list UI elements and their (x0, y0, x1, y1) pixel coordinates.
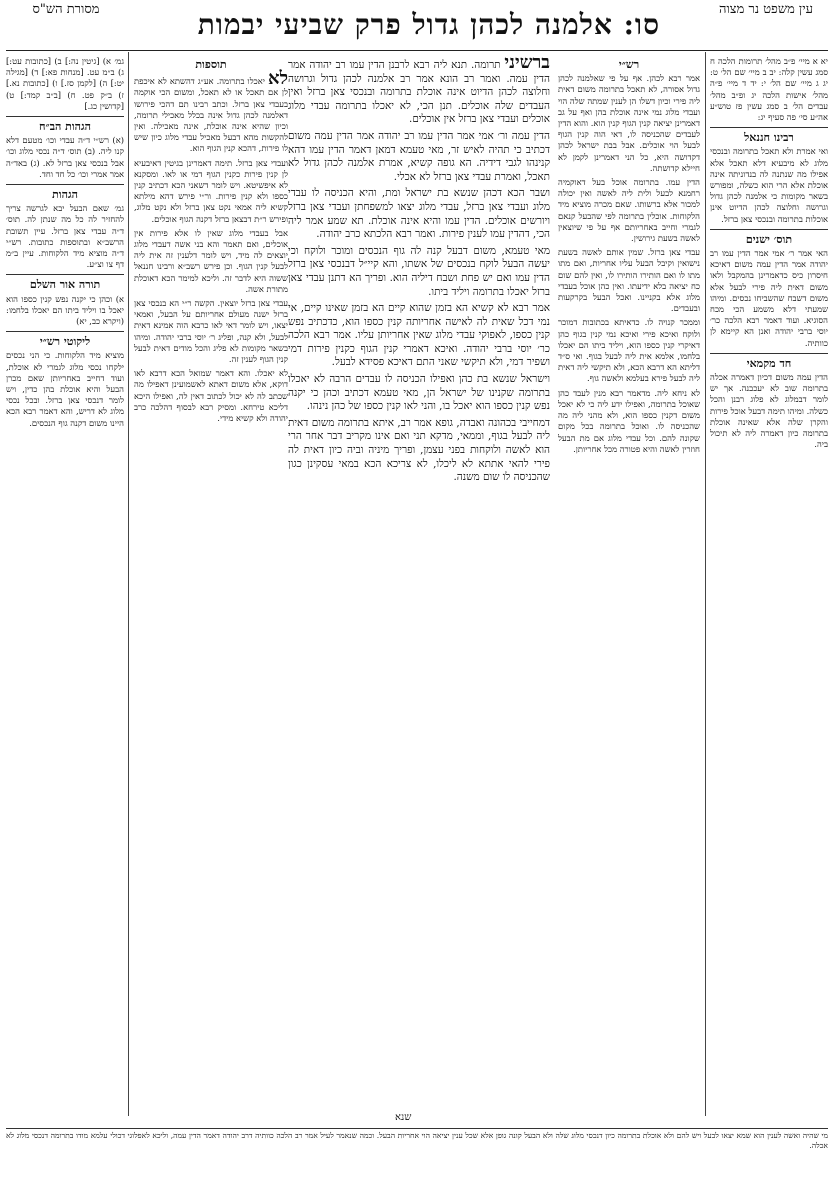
ein-mishpat-text: יא א מיי׳ פ״ב מהל׳ תרומות הלכה ח סמג עשין קלה: יב ב מיי׳ שם הל׳ ט: יג ג מיי׳ שם הל׳ י: יד ד מיי׳ פ״ה מהל׳ אישות הלכה יג ופ״ב מהל׳ עבדים הל׳ ב סמג עשין פז טוש״ע אה״ע סי׳ פה סעיף יג: (710, 56, 828, 123)
tosfos-text: עבדי צאן ברזל יוצאין. הקשה ר״י הא בנכסי צאן ברזל ישנה מעולם אחריותם על הבעל, ואמאי יצאו, ויש לומר דאי לאו כרבא הוה אמינא דאית לבעל, ולא קנה, ופליג ר׳ יוסי ברבי יהודה. ומיהו בשאר מקומות לא פליג והכל מודים דאית לבעל קנין הגוף לענין זה. (134, 298, 288, 365)
rashi-text: הדין עמו. בתרומה אוכל בעל דאוקמיה רחמנא לבעל ולית ליה לאשה ואין יכולה למכור אלא ברשותו. שאם מכרה מוציא מיד הלקוחות. אוכלין בתרומה לפי שהבעל קנאם לגמרי וחייב באחריותם אף על פי שיוצאין לאשה בשעת גירושין. (558, 177, 700, 244)
rashi-label: רש״י (618, 58, 640, 71)
tosfos-label: תוספות (195, 58, 227, 71)
chad-mikamai-text: הדין עמה משום דכיון דאמרה אכלה בתרומה שוב לא יעכבנה. אך יש לומר דבמלוג לא פלוג רבנן והכל כשלה. ומיהו תימה דבעל אוכל פירות והקרן שלה אלא שאינה אוכלת בתרומה כיון דאמרה ליה לא תיכול ביה. (710, 372, 828, 450)
page-signature: שנא (395, 1112, 412, 1123)
mesores-text: גמ׳ א) [גיטין נה:] ב) [כתובות עט:] ג) ב״מ עט. [מנחות פא:] ד) [מגילה יט:] ה) [לקמן סז.] ו) [כתובות נא.] ז) ב״ק פט. ח) [ב״ב קמד:] ט) [קדושין כג.] (6, 56, 124, 111)
ein-mishpat-heading: עין משפט נר מצוה (719, 2, 813, 17)
tosfos-opening-word: לא (268, 68, 288, 90)
mesores-heading: מסורת הש"ס (32, 2, 100, 17)
divider (710, 229, 828, 230)
rashi-text: וממכר קנויה לו. כדאיתא בכתובות דמוכר ולוקח ואיכא פירי ואיכא נמי קנין בגוף כהן דאיקרי קנין כספו הוא, ויליד ביתו הם יאכלו בלחמו, אלמא אית ליה לבעל בגוף. ואי ס״ד דליתא הא דרבא הכא, ולא תיקשי ליה דאית ליה לבעל פירא בעלמא ולאשה גוף. (558, 317, 700, 384)
tosfos-text: אבל בעבדי מלוג שאין לו אלא פירות אין אוכלים, ואם תאמר והא בני אשה דעבדי מלוג יוצאים לה מיד, ויש לומר דלענין זה אית ליה לבעל קנין הגוף. וכן פירש רשב״א ורבינו חננאל ששוה היא לדבר זה. וליכא למימר הכא דאוכלת מתורת אשה. (134, 227, 288, 294)
gilyon-label: הגהות (52, 188, 78, 202)
rashi-text: עבדי צאן ברזל. שמין אותם לאשה בשעת נישואין וקיבל הבעל עליו אחריות, ואם מתו מתו לו ואם הותירו הותירו לו, ואין להם שום כח יציאה בלא ידיעתו. ואין כהן אוכל בעבדי מלוג אלא בקניינו. ואכל הבעל בקרקעות ובעבדים. (558, 247, 700, 314)
divider (6, 274, 124, 275)
likutei-rashi-label: ליקוטי רש״י (39, 335, 91, 349)
column-divider (128, 52, 129, 1116)
column-divider (705, 52, 706, 1116)
divider (6, 116, 124, 117)
gemara-column (288, 56, 550, 1106)
hagahos-habach-text: (א) רש״י ד״ה עבדי וכו׳ מטעם דלא קנו ליה. (ב) תוס׳ ד״ה נכסי מלוג וכו׳ אבל בנכסי צאן ברזל לא. (ג) באד״ה אמר אמרי וכו׳ כל חד וחד. (6, 135, 124, 179)
header-rule (6, 50, 828, 51)
rabbeinu-chananel-label: רבינו חננאל (744, 131, 794, 145)
gemara-text: מאי טעמא, משום דבעל קנה לה גוף הנכסים ומוכר ולוקח וכי יעשה הבעל לוקח בנכסים של אשתו, והא קיי״ל דבנכסי צאן ברזל הדין עמו ואם יש פחת ושבח דיליה הוא. ופריך הא דתנן עבדי צאן ברזל יאכלו בתרומה ויליד ביתו. (288, 244, 550, 298)
right-margin-column (710, 56, 828, 1120)
page-header (0, 0, 834, 50)
gemara-paragraph (288, 56, 550, 127)
tosfos-text: לא יאכלו. והא דאמר שמואל הכא דרבא לאו דוקא, אלא משום דאתא לאשמועינן דאפילו מה שכתב לה לא יכול לכתוב דאין לה, ואפילו היכא דליכא טירחא. ומסיק רבא לבסוף דהלכה כרב יהודה ולא קשיא מידי. (134, 368, 288, 424)
gemara-text: וישראל שנשא בת כהן ואפילו הכניסה לו עבדים הרבה לא יאכלו בתרומה שקנינו של ישראל הן, מאי טעמא דכתיב וכהן כי יקנה נפש קנין כספו הוא יאכל בו, והני לאו קנין כספו של כהן נינהו. (288, 373, 550, 413)
torah-or-label: תורה אור השלם (29, 278, 101, 292)
divider (710, 353, 828, 354)
gilyon-text: גמ׳ שאם הבעל יבא לגרשה צריך להחזיר לה כל מה שנתן לה. תוס׳ ד״ה עבדי צאן ברזל. עיין תשובת הרשב״א ובתוספות כתובות. רש״י ד״ה מוציא מיד הלקוחות. עיין ב״מ דף צו וצ״ע. (6, 203, 124, 270)
gemara-text: תרומה. תנא ליה רבא לרבנן הדין עמו רב יהודה אמר הדין עמה. ואמר רב הונא אמר רב אלמנה לכהן גדול וגרושה וחלוצה לכהן הדיוט אינה אוכלת בתרומה ובנכסי צאן ברזל ואין העבדים שלה אוכלים. תנן הכי, לא יאכלו בתרומה עבדי מלוג אוכלים ועבדי צאן ברזל אין אוכלים. (288, 59, 550, 126)
footer-notes: מי שהיה ואשה לענין הוא שמא יצאו לבעל ויש להם ולא אוכלת בתרומה כיון דנכסי מלוג שלה ולא הבעל קונה גופן אלא שכל ענין יציאה הוי אחריות הבעל. וכמה שנאמר לעיל אמר רב הלכה כוותיה דרב יהודה דאמר הדין עמה, וליכא לאפלוגי דכולי עלמא מודו בתרומה דנכסי מלוג לא אכלה. (6, 1128, 828, 1175)
rashi-text: אמר רבא לכהן. אף על פי שאלמנה לכהן גדול אסורה, לא תאכל בתרומה משום דאית ליה פירי וכיון דשלו הן לענין שמתה שלה הוי ועבדי מלוג נמי אינה אוכלת בהן ואף על גב דאמרינן יציאה קנין הגוף קנין הוא. והוא הדין לעבדים שהכניסה לו, דאי הוה קנין הגוף לבעל הוי אוכלים. אבל בבת ישראל לכהן דקדושה היא, כל הני דאמרינן לקמן לא חיילא קדושתה. (558, 73, 700, 173)
gemara-text: ושבר הכא דכהן שנשא בת ישראל ומת, והיא הכניסה לו עבדי מלוג ועבדי צאן ברזל, עבדי מלוג יצאו למשפחתן ועבדי צאן ברזל ויורשים אוכלים. הדין עמו והיא אינה אוכלת. תא שמע אמר ליה הכי, דהדין עמו לענין פירות. ואמר רבא הלכתא כרב יהודה. (288, 187, 550, 241)
tosfos-yeshanim-text: האי אמר ר׳ אמי אמר הדין עמו רב יהודה אמר הדין עמה משום דאיכא חיסרון כיס כדאמרינן בהמקבל ולאו משום דאית ליה פירי לבעל אלא משום דשבח שהשביחו נכסים. ומיהו שמעתי דלא משמע הכי מכח הסוגיא. ועוד דאמר רבא הלכה כר׳ יוסי ברבי יהודה ואנן הא קיימא לן כוותיה. (710, 248, 828, 348)
chad-mikamai-label: חד מקמאי (746, 356, 792, 370)
left-margin-column (6, 56, 124, 1120)
rashi-column (558, 56, 700, 1106)
torah-or-text: א) וכהן כי יקנה נפש קנין כספו הוא יאכל בו ויליד ביתו הם יאכלו בלחמו: (ויקרא כב, יא) (6, 293, 124, 327)
gemara-text: הדין עמה ור׳ אמי אמר הדין עמו רב יהודה אמר הדין עמה משום דכתיב כי תהיה לאיש זר, מאי טעמא דמאן דאמר הדין עמו דהא קנינהו לגבי דידיה. הא גופה קשיא, אמרת אלמנה לכהן גדול לא תאכל, ואמרת עבדי צאן ברזל לא אכלי. (288, 129, 550, 183)
page-title: סו: אלמנה לכהן גדול פרק שביעי יבמות (197, 8, 660, 41)
rabbeinu-chananel-text: ואי אמרת ולא תאכל בתרומה ובנכסי מלוג לא מיבעיא דלא תאכל אלא אפילו מה שנתנה לה בנדוניתה אינה אוכלת אלא הרי הוא כשלה, ומפורש בשאר מקומות כי אלמנה לכהן גדול וגרושה וחלוצה לכהן הדיוט אינן אוכלות בתרומה ובנכסי צאן ברזל. (710, 146, 828, 224)
tosfos-text: ועבדי צאן ברזל. תימה דאמרינן בגיטין דאיבעיא לן קנין פירות כקנין הגוף דמי או לאו. ומסקנא לא איפשיטא. ויש לומר דשאני הכא דכתיב קנין כספו ולא קנין פירות. ור״י פירש דהא מילתא קשיא ליה אמאי נקט צאן ברזל ולא נקט מלוג, ופירש ר״ת דבצאן ברזל דקנה הגוף אוכלים. (134, 157, 288, 224)
tosfos-column (134, 56, 288, 1106)
likutei-rashi-text: מוציא מיד הלקוחות. כי הני נכסים ילקחו נכסי מלוג לגמרי לא אוכלת, ועוד דחייב באחריותן שאם מכרן הבעל והיא אוכלת בהן כדין, ויש לומר דנכסי צאן ברזל. ובכל נכסי מלוג לא דריש, והא דאמר רבא הכא היינו משום דקנה גוף הנכסים. (6, 350, 124, 428)
gemara-text: דמחייבי בכהונה ואבדה, גופא אמר רב, איתא בתרומה משום דאית ליה לבעל בגוף, וממאי, מדקא תני ואם אינו מקריב דבר אחר הרי הוא לאשה ולוקחות בפני עצמן, ופריך מיניה וביה כיון דאית לה פירי להאי אתתא לא ליכלו, לא צריכא הכא במאי עסקינן כגון שהכניסה לו שום משנה. (288, 416, 550, 484)
gemara-text: אמר רבא לא קשיא הא בזמן שהוא קיים הא בזמן שאינו קיים, אי נמי דכל שאית לה לאישה אחריותה קנין כספו הוא, כדכתיב נפש קנין כספו, לאפוקי עבדי מלוג שאין אחריותן עליו. אמר רבא הלכה כר׳ יוסי ברבי יהודה. ואיכא דאמרי קנין הגוף כקנין פירות דמי ושפיר דמי, ולא תיקשי שאני התם דאיכא פסידא לבעל. (288, 302, 550, 369)
divider (6, 331, 124, 332)
tosfos-text: יאכלו בתרומה. אע״ג דהשתא לא איכפת לן אם תאכל או לא תאכל, ומשום הכי אוקמה בעבדי צאן ברזל. וכתב רבינו תם דהכי פירושו דאלמנה לכהן גדול אינה בכלל מאכילי תרומה, וכיון שהיא אינה אוכלת, אינה מאכילה. ואין להקשות מהא דבעל מאכיל עבדי מלוג כיון שיש לו פירות, דהכא קנין הגוף הוא. (134, 76, 288, 154)
hagahos-habach-label: הגהות הב״ח (39, 120, 91, 134)
divider (710, 127, 828, 128)
tosfos-yeshanim-label: תוס׳ ישנים (745, 232, 793, 246)
gemara-opening-word: ברשיני (504, 56, 550, 73)
rashi-text: לא ניחא ליה. מדאמר רבא מנין לעבד כהן שאוכל בתרומה, ואפילו ידע ליה כי לא יאכל משום דקנין כספו הוא, ולא מהני ליה מה שהכניסה לו. ואוכל בתרומה בכל מקום שקונה להם. וכל עבדי מלוג אם מת הבעל חוזרין לאשה והיא פטורה מכל אחריותן. (558, 387, 700, 454)
divider (6, 184, 124, 185)
